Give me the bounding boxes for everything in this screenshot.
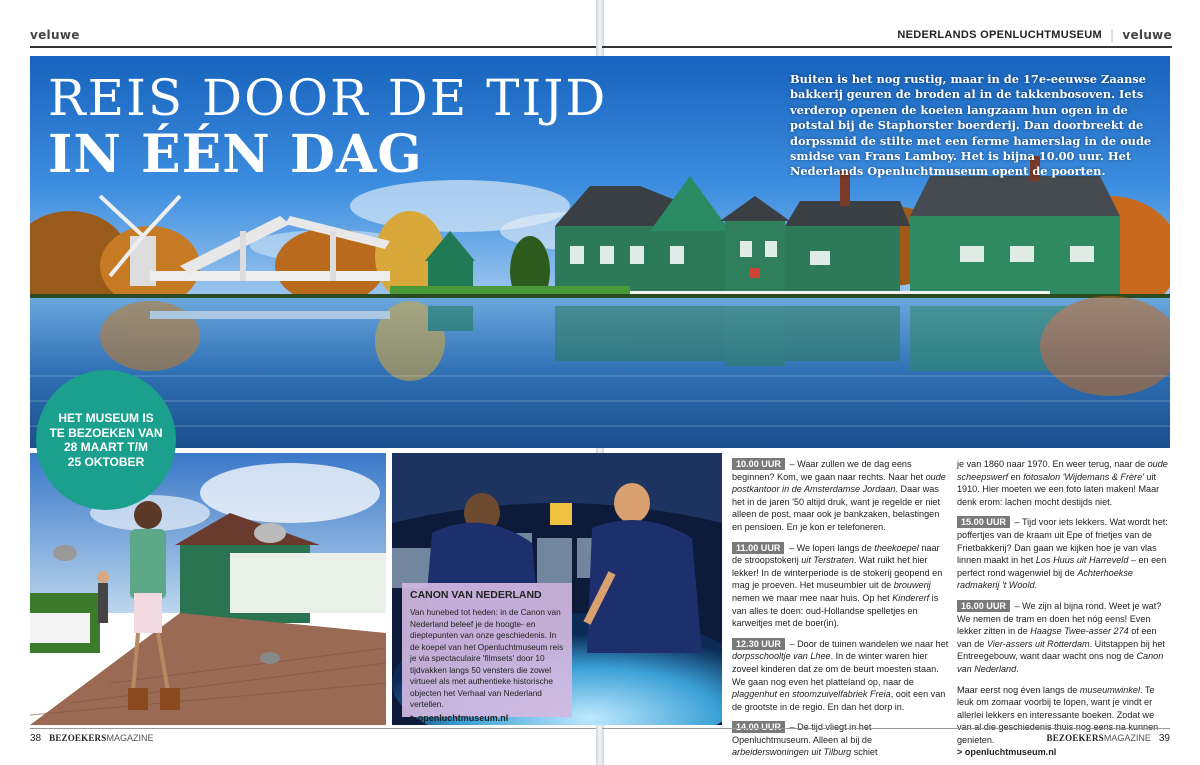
text: Openluchtmuseum. Alleen al bij de (732, 734, 873, 745)
magazine-name-right (1047, 733, 1151, 744)
time-label: 12.30 UUR (732, 638, 785, 650)
headline-line-1: REIS DOOR DE TIJD (48, 69, 608, 127)
place-name: Kindererf (892, 592, 930, 603)
paragraph-1100 (732, 542, 950, 630)
magazine-name-left (49, 733, 153, 744)
header-rule-right (602, 46, 1172, 48)
magazine-name-thin: MAGAZINE (1103, 733, 1151, 743)
place-name: theekoepel (874, 542, 919, 553)
hero-photo (30, 56, 1170, 448)
dates-badge (36, 370, 176, 510)
text: . Daar was het in de jaren '50 altijd druk, want je regelde er niet alleen de post, maar ook je bankzaken, belastingen en pensioen. En je kon er telefoneren. (732, 484, 940, 532)
text: – We lopen langs de (786, 542, 875, 553)
place-name: plaggenhut en stoomzuivelfabriek Freia (732, 689, 891, 700)
headline-line-2: IN ÉÉN DAG (48, 124, 423, 185)
place-name: uit Terstraten (801, 555, 854, 566)
text: je van 1860 naar 1970. En weer terug, naar de (957, 459, 1148, 469)
place-name: Haagse Twee-asser 274 (1030, 626, 1129, 637)
page-number-left: 38 (30, 733, 42, 744)
section-label-left: veluwe (30, 28, 80, 42)
time-label: 10.00 UUR (732, 458, 785, 470)
paragraph-1400-continued (957, 458, 1170, 508)
text: – We zijn al bijna rond. Weet je wat? We nemen de tram en doen het nóg eens! Even lekker zitten in de (957, 600, 1162, 637)
footer-rule-left (30, 728, 596, 729)
time-label: 16.00 UUR (957, 600, 1010, 612)
paragraph-1000 (732, 458, 950, 534)
text: . (1034, 580, 1038, 591)
text: – Waar zullen we de dag eens beginnen? Kom, we gaan naar rechts. Naar het (732, 459, 926, 482)
paragraph-1230 (732, 638, 950, 714)
website-link[interactable]: > openluchtmuseum.nl (957, 747, 1057, 758)
canon-body: Van hunebed tot heden: in de Canon van Nederland beleef je de hoogte- en dieptepunten van onze geschiedenis. In de koepel van het Openluchtmuseum reis je via spectaculaire 'filmsets' door 10 tijdvakken langs 50 vensters die zowel virtueel als met authentieke historische objecten het Verhaal van Nederland vertellen. (410, 607, 564, 709)
time-label: 11.00 UUR (732, 542, 784, 554)
running-title: NEDERLANDS OPENLUCHTMUSEUM (897, 29, 1102, 41)
place-name: Vier-assers uit Rotterdam (986, 638, 1090, 649)
section-label-right: veluwe (1122, 28, 1172, 42)
canon-info-box (402, 583, 572, 723)
paragraph-museum-shop (957, 684, 1170, 760)
paragraph-1500 (957, 516, 1170, 592)
badge-line-3: 28 MAART T/M (64, 440, 148, 454)
place-name: Canon van Nederland (957, 651, 1164, 674)
text: . Uitstappen bij het Entreegebouw, want daar wacht ons nog de (957, 638, 1165, 662)
paragraph-1400 (732, 721, 950, 759)
intro-paragraph: Buiten is het nog rustig, maar in de 17e-eeuwse Zaanse bakkerij geuren de broden al in de takkenbosoven. Iets verderop openen de koeien langzaam hun ogen in de potstal bij de Staphorster boerderij. Dan doorbreekt de dorpssmid de stilte met een ferme hamerslag in de oude smidse van Frans Lamboy. Het is bijna 10.00 uur. Het Nederlands Openluchtmuseum opent de poorten. (790, 72, 1152, 179)
place-name: dorpsschooltje van Lhee (732, 651, 831, 662)
place-name: Los Huus uit Harreveld (1035, 555, 1129, 566)
paragraph-1600 (957, 600, 1170, 676)
magazine-name-thin: MAGAZINE (106, 733, 154, 743)
badge-line-2: TE BEZOEKEN VAN (49, 425, 163, 440)
text-column-2 (957, 458, 1170, 765)
place-name: museumwinkel (1079, 684, 1140, 695)
place-name: arbeiderswoningen uit Tilburg (732, 747, 852, 758)
running-head-right (897, 28, 1172, 42)
footer-rule-right (602, 728, 1170, 729)
text: . Te leuk om zomaar voorbij te lopen, want je vindt er allerlei lekkers en interessante boeken. Zodat we genieten. (957, 684, 1155, 745)
badge-line-4: 25 OKTOBER (67, 454, 145, 469)
text: – en een perfect rond wagenwiel bij de (957, 555, 1167, 578)
badge-line-1: HET MUSEUM IS (58, 411, 154, 425)
text: nemen we maar mee naar huis. Op het (732, 592, 893, 603)
canon-title: CANON VAN NEDERLAND (410, 589, 542, 601)
footer-left (30, 733, 153, 744)
headline (48, 70, 607, 184)
text: . Wat ruikt het hier lekker! In de winterperiode is de stokerij geopend en mag je proeven. Het museumbier uit de (732, 555, 943, 591)
footer-right (1047, 733, 1170, 744)
text: . (1016, 663, 1019, 674)
header-rule-left (30, 46, 596, 48)
text: – Door de tuinen wandelen we naar het (787, 638, 949, 649)
page-number-right: 39 (1158, 733, 1170, 744)
text: schiet (851, 747, 878, 758)
time-label: 15.00 UUR (957, 516, 1010, 528)
text: is van alles te doen: oud-Hollandse spelletjes en karweitjes met de boer(in). (732, 592, 939, 629)
text: Maar eerst nog éven langs de (957, 684, 1080, 695)
running-separator: | (1110, 28, 1115, 42)
place-name: brouwerij (893, 580, 931, 591)
place-name: Achterhoekse radmakerij 't Woold (957, 567, 1133, 591)
text: of een van de (957, 626, 1157, 649)
canon-link[interactable]: > openluchtmuseum.nl (410, 712, 509, 723)
place-name: oude postkantoor in de Amsterdamse Jordaan (732, 471, 946, 495)
text: – Tijd voor iets lekkers. Wat wordt het: poffertjes van de kraam uit Epe of frietjes van de Frietbakkerij? Dan gaan we kijken hoe je van vlas linnen maakt in het (957, 517, 1168, 566)
text: en (1008, 471, 1024, 482)
place-name: oude scheepswerf (957, 459, 1168, 482)
text: uit 1910. Hier moeten we een foto laten maken! Maar denk erom: lachen mocht destijds niet. (957, 471, 1160, 507)
text: . In de winter waren hier zoveel kinderen dat ze om de beurt moesten staan. We gaan nog even het platteland op, naar de (732, 651, 939, 687)
text: naar de stroopstokerij (732, 542, 940, 566)
magazine-name-bold: BEZOEKERS (49, 733, 107, 743)
magazine-name-bold: BEZOEKERS (1046, 733, 1104, 743)
text: , ooit een van de grootste in de regio. En dan het dorp in. (732, 689, 946, 712)
place-name: fotosalon 'Wijdemans & Frère' (1023, 471, 1144, 482)
text-column-1 (732, 458, 950, 765)
